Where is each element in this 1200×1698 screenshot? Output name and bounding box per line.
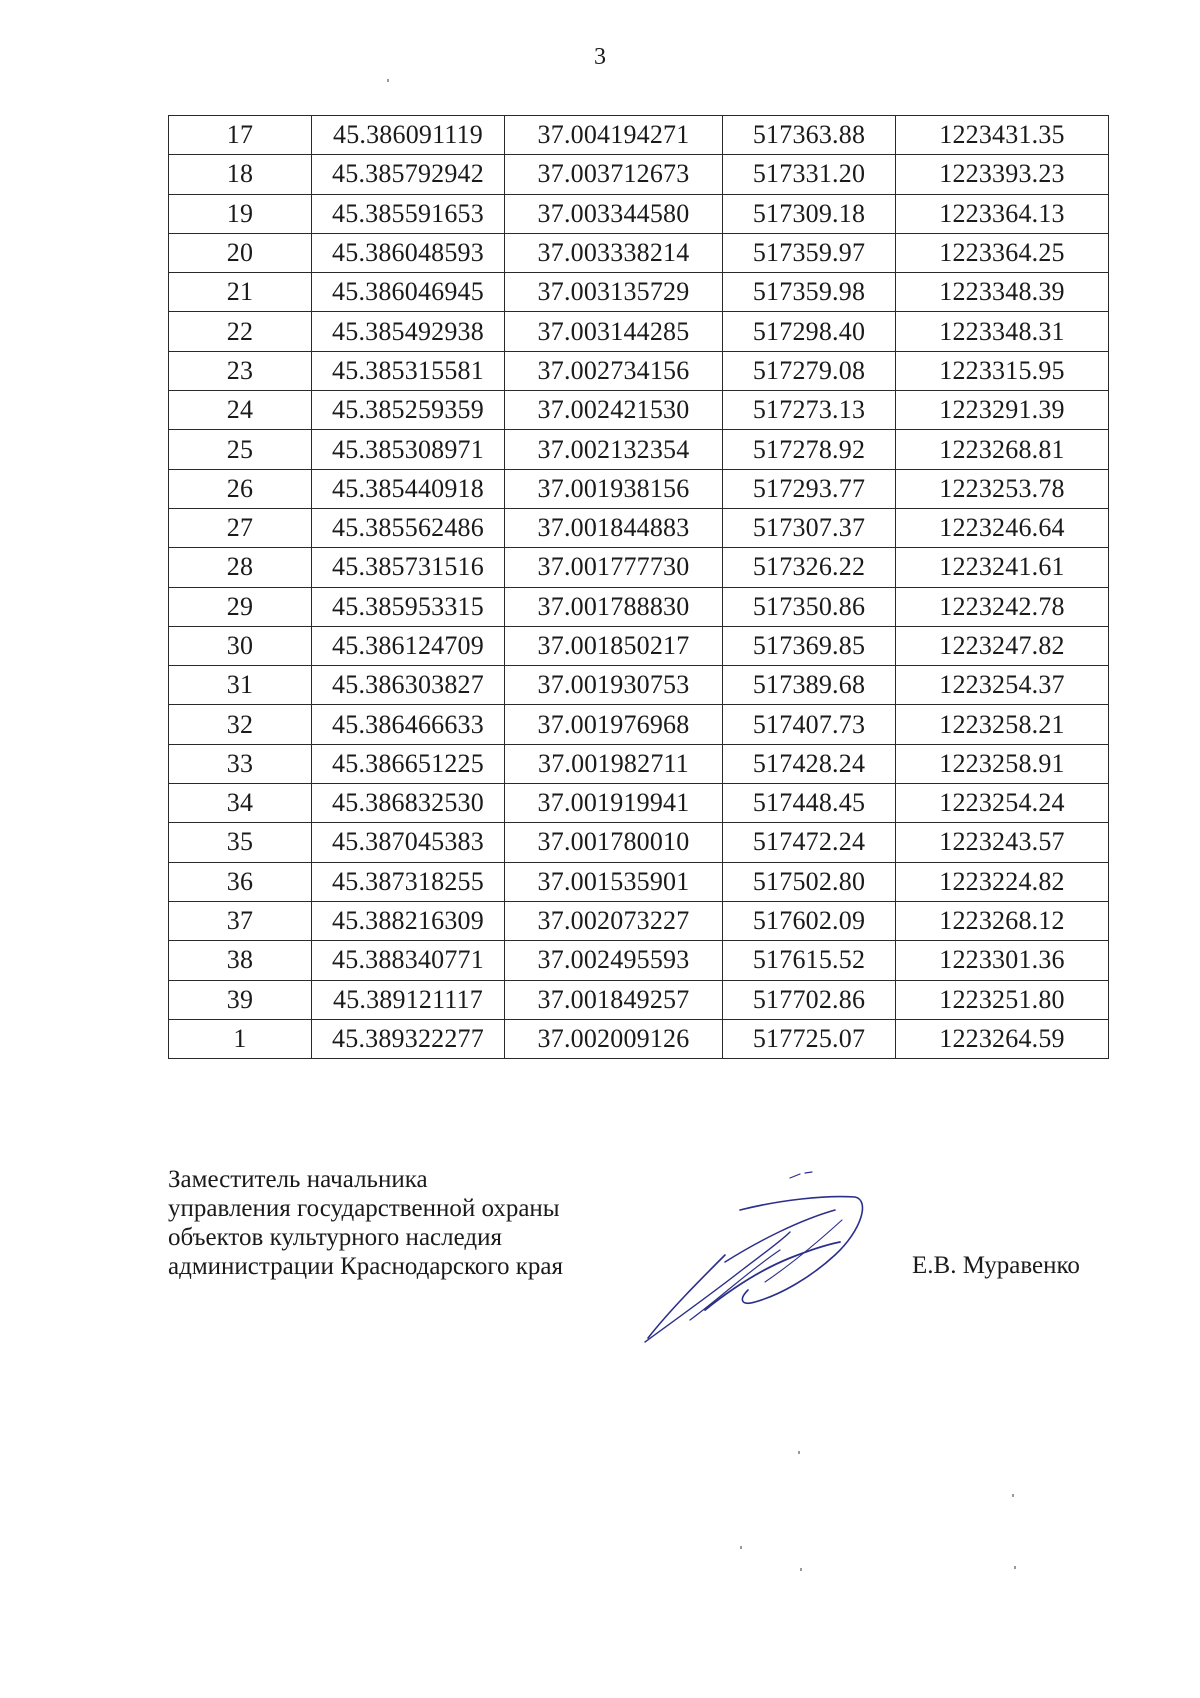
longitude-cell: 37.001850217 (505, 626, 723, 665)
x-coordinate-cell: 517331.20 (723, 155, 896, 194)
y-coordinate-cell: 1223258.21 (896, 705, 1109, 744)
y-coordinate-cell: 1223268.81 (896, 430, 1109, 469)
x-coordinate-cell: 517293.77 (723, 469, 896, 508)
signer-title-block (168, 1165, 638, 1281)
signer-title-line-4: администрации Краснодарского края (168, 1253, 564, 1280)
point-number-cell: 37 (169, 901, 312, 940)
table-row (169, 548, 1109, 587)
longitude-cell: 37.003144285 (505, 312, 723, 351)
latitude-cell: 45.386046945 (312, 273, 505, 312)
y-coordinate-cell: 1223348.31 (896, 312, 1109, 351)
y-coordinate-cell: 1223315.95 (896, 351, 1109, 390)
latitude-cell: 45.385953315 (312, 587, 505, 626)
signer-title-line-3: объектов культурного наследия (168, 1224, 502, 1251)
latitude-cell: 45.386124709 (312, 626, 505, 665)
latitude-cell: 45.386466633 (312, 705, 505, 744)
latitude-cell: 45.385315581 (312, 351, 505, 390)
latitude-cell: 45.385259359 (312, 391, 505, 430)
point-number-cell: 36 (169, 862, 312, 901)
table-row (169, 587, 1109, 626)
table-row (169, 980, 1109, 1019)
y-coordinate-cell: 1223254.24 (896, 784, 1109, 823)
point-number-cell: 23 (169, 351, 312, 390)
longitude-cell: 37.002495593 (505, 941, 723, 980)
longitude-cell: 37.001844883 (505, 508, 723, 547)
y-coordinate-cell: 1223364.13 (896, 194, 1109, 233)
table-row (169, 941, 1109, 980)
y-coordinate-cell: 1223291.39 (896, 391, 1109, 430)
x-coordinate-cell: 517307.37 (723, 508, 896, 547)
table-row (169, 666, 1109, 705)
table-row (169, 155, 1109, 194)
table-row (169, 391, 1109, 430)
point-number-cell: 25 (169, 430, 312, 469)
y-coordinate-cell: 1223254.37 (896, 666, 1109, 705)
latitude-cell: 45.385591653 (312, 194, 505, 233)
x-coordinate-cell: 517278.92 (723, 430, 896, 469)
point-number-cell: 26 (169, 469, 312, 508)
longitude-cell: 37.001982711 (505, 744, 723, 783)
point-number-cell: 33 (169, 744, 312, 783)
longitude-cell: 37.001780010 (505, 823, 723, 862)
point-number-cell: 38 (169, 941, 312, 980)
table-row (169, 626, 1109, 665)
point-number-cell: 34 (169, 784, 312, 823)
latitude-cell: 45.385792942 (312, 155, 505, 194)
longitude-cell: 37.002073227 (505, 901, 723, 940)
table-row (169, 194, 1109, 233)
handwritten-signature (630, 1170, 920, 1345)
longitude-cell: 37.003338214 (505, 233, 723, 272)
y-coordinate-cell: 1223348.39 (896, 273, 1109, 312)
longitude-cell: 37.001930753 (505, 666, 723, 705)
latitude-cell: 45.385731516 (312, 548, 505, 587)
table-row (169, 823, 1109, 862)
y-coordinate-cell: 1223264.59 (896, 1019, 1109, 1058)
x-coordinate-cell: 517326.22 (723, 548, 896, 587)
x-coordinate-cell: 517309.18 (723, 194, 896, 233)
x-coordinate-cell: 517279.08 (723, 351, 896, 390)
table-row (169, 312, 1109, 351)
scan-speck (798, 1451, 800, 1454)
x-coordinate-cell: 517359.98 (723, 273, 896, 312)
longitude-cell: 37.001976968 (505, 705, 723, 744)
longitude-cell: 37.001788830 (505, 587, 723, 626)
point-number-cell: 27 (169, 508, 312, 547)
y-coordinate-cell: 1223431.35 (896, 116, 1109, 155)
page-number: 3 (594, 44, 606, 70)
table-row (169, 508, 1109, 547)
scan-speck (740, 1546, 742, 1549)
y-coordinate-cell: 1223242.78 (896, 587, 1109, 626)
y-coordinate-cell: 1223241.61 (896, 548, 1109, 587)
latitude-cell: 45.387318255 (312, 862, 505, 901)
x-coordinate-cell: 517428.24 (723, 744, 896, 783)
table-row (169, 273, 1109, 312)
latitude-cell: 45.389322277 (312, 1019, 505, 1058)
latitude-cell: 45.387045383 (312, 823, 505, 862)
y-coordinate-cell: 1223364.25 (896, 233, 1109, 272)
point-number-cell: 19 (169, 194, 312, 233)
x-coordinate-cell: 517389.68 (723, 666, 896, 705)
latitude-cell: 45.386832530 (312, 784, 505, 823)
longitude-cell: 37.003344580 (505, 194, 723, 233)
x-coordinate-cell: 517615.52 (723, 941, 896, 980)
y-coordinate-cell: 1223224.82 (896, 862, 1109, 901)
y-coordinate-cell: 1223246.64 (896, 508, 1109, 547)
x-coordinate-cell: 517350.86 (723, 587, 896, 626)
longitude-cell: 37.002734156 (505, 351, 723, 390)
longitude-cell: 37.001938156 (505, 469, 723, 508)
table-row (169, 430, 1109, 469)
x-coordinate-cell: 517369.85 (723, 626, 896, 665)
table-row (169, 469, 1109, 508)
latitude-cell: 45.388216309 (312, 901, 505, 940)
point-number-cell: 21 (169, 273, 312, 312)
y-coordinate-cell: 1223393.23 (896, 155, 1109, 194)
scan-speck (1012, 1494, 1014, 1497)
point-number-cell: 24 (169, 391, 312, 430)
latitude-cell: 45.385492938 (312, 312, 505, 351)
y-coordinate-cell: 1223243.57 (896, 823, 1109, 862)
longitude-cell: 37.004194271 (505, 116, 723, 155)
point-number-cell: 32 (169, 705, 312, 744)
y-coordinate-cell: 1223268.12 (896, 901, 1109, 940)
longitude-cell: 37.003712673 (505, 155, 723, 194)
latitude-cell: 45.388340771 (312, 941, 505, 980)
y-coordinate-cell: 1223247.82 (896, 626, 1109, 665)
latitude-cell: 45.386651225 (312, 744, 505, 783)
latitude-cell: 45.385308971 (312, 430, 505, 469)
coordinates-table-body (169, 116, 1109, 1059)
signer-title-line-2: управления государственной охраны (168, 1195, 560, 1222)
scan-speck (1014, 1566, 1016, 1569)
table-row (169, 744, 1109, 783)
latitude-cell: 45.386048593 (312, 233, 505, 272)
latitude-cell: 45.385562486 (312, 508, 505, 547)
y-coordinate-cell: 1223253.78 (896, 469, 1109, 508)
x-coordinate-cell: 517725.07 (723, 1019, 896, 1058)
x-coordinate-cell: 517502.80 (723, 862, 896, 901)
longitude-cell: 37.001777730 (505, 548, 723, 587)
coordinates-table (168, 115, 1109, 1059)
table-row (169, 351, 1109, 390)
signer-title-line-1: Заместитель начальника (168, 1166, 428, 1193)
point-number-cell: 30 (169, 626, 312, 665)
x-coordinate-cell: 517407.73 (723, 705, 896, 744)
y-coordinate-cell: 1223251.80 (896, 980, 1109, 1019)
latitude-cell: 45.385440918 (312, 469, 505, 508)
x-coordinate-cell: 517702.86 (723, 980, 896, 1019)
point-number-cell: 1 (169, 1019, 312, 1058)
point-number-cell: 22 (169, 312, 312, 351)
x-coordinate-cell: 517273.13 (723, 391, 896, 430)
latitude-cell: 45.386091119 (312, 116, 505, 155)
table-row (169, 705, 1109, 744)
point-number-cell: 17 (169, 116, 312, 155)
x-coordinate-cell: 517472.24 (723, 823, 896, 862)
longitude-cell: 37.003135729 (505, 273, 723, 312)
longitude-cell: 37.002009126 (505, 1019, 723, 1058)
table-row (169, 116, 1109, 155)
x-coordinate-cell: 517363.88 (723, 116, 896, 155)
point-number-cell: 39 (169, 980, 312, 1019)
point-number-cell: 28 (169, 548, 312, 587)
point-number-cell: 35 (169, 823, 312, 862)
longitude-cell: 37.001919941 (505, 784, 723, 823)
longitude-cell: 37.001535901 (505, 862, 723, 901)
scan-speck (800, 1568, 802, 1571)
point-number-cell: 20 (169, 233, 312, 272)
x-coordinate-cell: 517448.45 (723, 784, 896, 823)
longitude-cell: 37.001849257 (505, 980, 723, 1019)
table-row (169, 233, 1109, 272)
x-coordinate-cell: 517602.09 (723, 901, 896, 940)
point-number-cell: 29 (169, 587, 312, 626)
y-coordinate-cell: 1223258.91 (896, 744, 1109, 783)
point-number-cell: 31 (169, 666, 312, 705)
longitude-cell: 37.002421530 (505, 391, 723, 430)
latitude-cell: 45.386303827 (312, 666, 505, 705)
table-row (169, 901, 1109, 940)
table-row (169, 1019, 1109, 1058)
signer-name: Е.В. Муравенко (912, 1252, 1080, 1279)
table-row (169, 862, 1109, 901)
table-row (169, 784, 1109, 823)
point-number-cell: 18 (169, 155, 312, 194)
x-coordinate-cell: 517298.40 (723, 312, 896, 351)
latitude-cell: 45.389121117 (312, 980, 505, 1019)
scan-speck (387, 79, 389, 82)
longitude-cell: 37.002132354 (505, 430, 723, 469)
y-coordinate-cell: 1223301.36 (896, 941, 1109, 980)
x-coordinate-cell: 517359.97 (723, 233, 896, 272)
